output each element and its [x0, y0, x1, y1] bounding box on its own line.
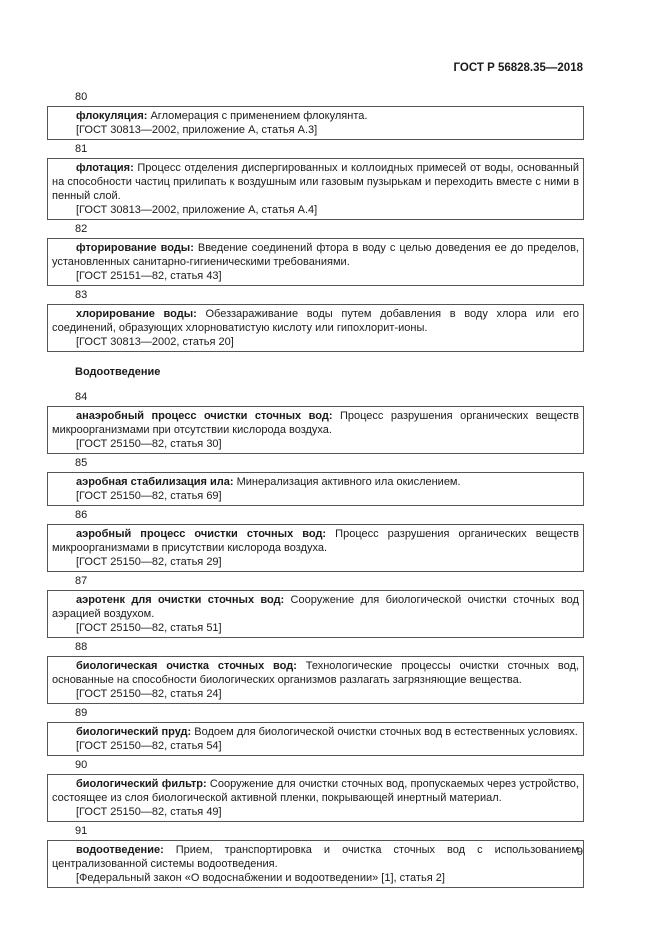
term-source: [ГОСТ 25150—82, статья 29] [76, 556, 222, 568]
terms-group-water-treatment [47, 90, 584, 352]
term-number: 82 [75, 223, 88, 235]
term-name: аэробный процесс очистки сточных вод: [76, 528, 327, 540]
term-definition-line [52, 241, 579, 269]
term-number: 84 [75, 391, 88, 403]
term-entry [47, 590, 584, 638]
term-definition-line [52, 659, 579, 687]
term-source: [ГОСТ 25150—82, статья 30] [76, 438, 222, 450]
term-definition-line [52, 843, 579, 871]
term-number: 90 [75, 759, 88, 771]
term-name: аэротенк для очистки сточных вод: [76, 594, 285, 606]
term-source: [ГОСТ 25150—82, статья 54] [76, 740, 222, 752]
term-name: аэробная стабилизация ила: [76, 476, 234, 488]
term-definition: Водоем для биологической очистки сточных вод в естественных условиях. [191, 726, 578, 738]
term-definition-line [52, 777, 579, 805]
terms-group-wastewater [47, 390, 584, 888]
term-name: хлорирование воды: [76, 308, 197, 320]
term-source: [ГОСТ 25150—82, статья 51] [76, 622, 222, 634]
document-code: ГОСТ Р 56828.35—2018 [453, 62, 583, 74]
term-source: [ГОСТ 25150—82, статья 24] [76, 688, 222, 700]
term-definition: Процесс отделения диспергированных и коллоидных примесей от воды, основанный на способности частиц прилипать к воздушным или газовым пузырькам и переходить вместе с ними в пенный слой. [52, 162, 579, 202]
term-number: 81 [75, 143, 88, 155]
term-number: 86 [75, 509, 88, 521]
term-entry [47, 106, 584, 140]
term-source: [ГОСТ 25150—82, статья 49] [76, 806, 222, 818]
term-source: [ГОСТ 25150—82, статья 69] [76, 490, 222, 502]
term-definition: Обеззараживание воды путем добавления в воду хлора или его соединений, образующих хлорноватистую кислоту или гипохлорит-ионы. [52, 308, 579, 334]
term-definition-line [52, 161, 579, 203]
term-definition-line [52, 475, 579, 489]
term-name: биологическая очистка сточных вод: [76, 660, 297, 672]
term-name: флотация: [76, 162, 134, 174]
term-number: 89 [75, 707, 88, 719]
term-name: флокуляция: [76, 110, 148, 122]
term-entry [47, 158, 584, 220]
term-name: фторирование воды: [76, 242, 194, 254]
term-number: 91 [75, 825, 88, 837]
page-number: 9 [576, 846, 583, 858]
term-definition-line [52, 527, 579, 555]
term-entry [47, 722, 584, 756]
term-source: [ГОСТ 30813—2002, приложение А, статья А.4] [76, 204, 318, 216]
term-entry [47, 656, 584, 704]
term-entry [47, 406, 584, 454]
term-definition-line [52, 409, 579, 437]
section-title: Водоотведение [75, 366, 161, 378]
term-name: биологический пруд: [76, 726, 192, 738]
term-definition-line [52, 307, 579, 335]
term-definition: Прием, транспортировка и очистка сточных вод с использованием централизованной системы водоотведения. [52, 844, 579, 870]
term-name: биологический фильтр: [76, 778, 207, 790]
term-entry [47, 524, 584, 572]
term-entry [47, 472, 584, 506]
term-source: [ГОСТ 30813—2002, приложение А, статья А.3] [76, 124, 318, 136]
term-definition: Процесс разрушения органических веществ микроорганизмами при отсутствии кислорода воздуха. [52, 410, 579, 436]
term-source: [Федеральный закон «О водоснабжении и водоотведении» [1], статья 2] [76, 872, 445, 884]
term-definition-line [52, 593, 579, 621]
term-definition: Введение соединений фтора в воду с целью доведения ее до пределов, установленных санитарно-гигиеническими требованиями. [52, 242, 579, 268]
term-entry [47, 840, 584, 888]
term-definition-line [52, 725, 579, 739]
term-number: 88 [75, 641, 88, 653]
term-number: 80 [75, 91, 88, 103]
term-entry [47, 774, 584, 822]
term-number: 85 [75, 457, 88, 469]
term-source: [ГОСТ 30813—2002, статья 20] [76, 336, 234, 348]
term-number: 83 [75, 289, 88, 301]
term-name: анаэробный процесс очистки сточных вод: [76, 410, 333, 422]
term-definition: Сооружение для очистки сточных вод, пропускаемых через устройство, состоящее из слоя биологической активной пленки, покрывающей инертный материал. [52, 778, 579, 804]
term-entry [47, 304, 584, 352]
term-definition: Сооружение для биологической очистки сточных вод аэрацией воздухом. [52, 594, 579, 620]
term-definition: Минерализация активного ила окислением. [233, 476, 461, 488]
term-name: водоотведение: [76, 844, 164, 856]
terms-content [47, 90, 584, 890]
term-number: 87 [75, 575, 88, 587]
term-entry [47, 238, 584, 286]
term-definition: Процесс разрушения органических веществ микроорганизмами в присутствии кислорода воздуха. [52, 528, 579, 554]
term-definition: Агломерация с применением флокулянта. [147, 110, 368, 122]
term-definition-line [52, 109, 579, 123]
term-definition: Технологические процессы очистки сточных вод, основанные на способности биологических организмов разлагать загрязняющие вещества. [52, 660, 579, 686]
term-source: [ГОСТ 25151—82, статья 43] [76, 270, 222, 282]
